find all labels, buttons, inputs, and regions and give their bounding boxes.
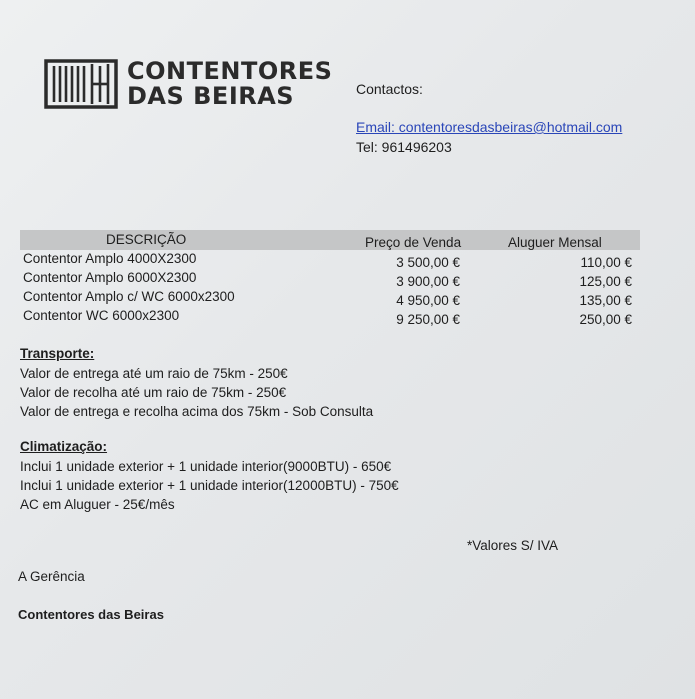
signature-gerencia: A Gerência <box>18 569 85 584</box>
row-monthly-rent: 110,00 € <box>580 255 632 270</box>
table-row <box>20 250 640 269</box>
row-monthly-rent: 250,00 € <box>579 312 632 327</box>
row-sale-price: 9 250,00 € <box>396 312 460 327</box>
table-row <box>20 288 640 307</box>
row-monthly-rent: 135,00 € <box>579 293 632 308</box>
price-table <box>20 230 640 326</box>
climatization-title: Climatização: <box>20 439 108 454</box>
vat-note: *Valores S/ IVA <box>467 538 559 553</box>
table-header <box>20 230 640 250</box>
row-monthly-rent: 125,00 € <box>579 274 632 289</box>
row-description: Contentor Amplo 4000X2300 <box>23 251 197 266</box>
row-sale-price: 3 900,00 € <box>396 274 460 289</box>
climatization-section <box>20 437 399 514</box>
climatization-line: AC em Aluguer - 25€/mês <box>20 497 175 512</box>
phone-number: Tel: 961496203 <box>356 139 452 155</box>
row-description: Contentor Amplo 6000X2300 <box>23 270 197 285</box>
header-descricao: DESCRIÇÃO <box>106 232 187 247</box>
row-sale-price: 3 500,00 € <box>396 255 460 270</box>
transport-line: Valor de recolha até um raio de 75km - 250€ <box>20 385 287 400</box>
climatization-line: Inclui 1 unidade exterior + 1 unidade interior(12000BTU) - 750€ <box>20 478 399 493</box>
transport-line: Valor de entrega até um raio de 75km - 250€ <box>20 366 288 381</box>
header-preco-venda: Preço de Venda <box>365 235 462 250</box>
contacts-label: Contactos: <box>356 81 423 97</box>
row-description: Contentor WC 6000x2300 <box>23 308 180 323</box>
transport-section <box>20 344 373 421</box>
company-logo <box>44 59 332 109</box>
shipping-container-icon <box>44 59 118 109</box>
email-link[interactable]: Email: contentoresdasbeiras@hotmail.com <box>356 119 623 135</box>
climatization-line: Inclui 1 unidade exterior + 1 unidade interior(9000BTU) - 650€ <box>20 459 392 474</box>
transport-line: Valor de entrega e recolha acima dos 75km - Sob Consulta <box>20 404 374 419</box>
logo-wordmark <box>127 59 332 109</box>
logo-line-2: DAS BEIRAS <box>127 82 295 110</box>
signature-company: Contentores das Beiras <box>18 607 164 622</box>
header-aluguer-mensal: Aluguer Mensal <box>508 235 602 250</box>
transport-title: Transporte: <box>20 346 95 361</box>
logo-line-1: CONTENTORES <box>127 57 333 85</box>
row-sale-price: 4 950,00 € <box>396 293 460 308</box>
row-description: Contentor Amplo c/ WC 6000x2300 <box>23 289 235 304</box>
table-row <box>20 307 640 326</box>
table-row <box>20 269 640 288</box>
